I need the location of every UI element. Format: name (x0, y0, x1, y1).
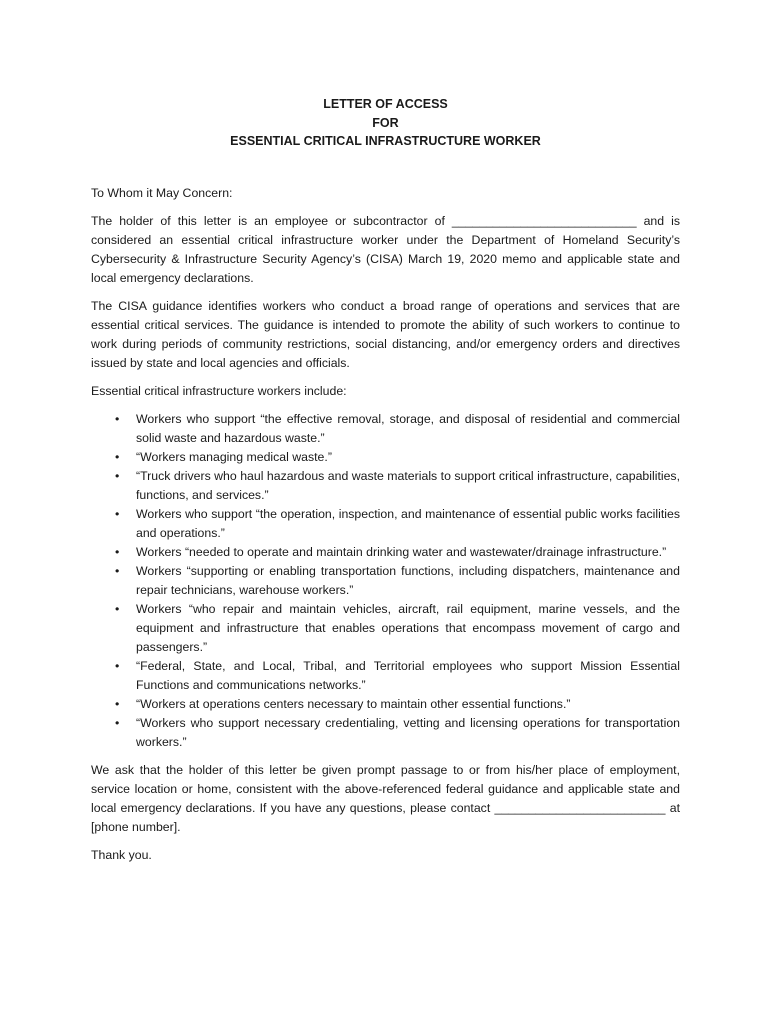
paragraph-cisa-guidance: The CISA guidance identifies workers who conduct a broad range of operations and services that are essential critical services. The guidance is intended to promote the ability of such workers to continue to work during periods of community restrictions, social distancing, and/or emergency orders and directives issued by state and local agencies and officials. (91, 298, 680, 370)
title-line-3: ESSENTIAL CRITICAL INFRASTRUCTURE WORKER (230, 134, 541, 148)
bullet-icon: • (115, 601, 120, 616)
list-item (91, 410, 680, 448)
list-item-text: Workers “supporting or enabling transportation functions, including dispatchers, maintenance and repair technicians, warehouse workers.” (136, 563, 680, 597)
list-item-text: Workers who support “the effective removal, storage, and disposal of residential and commercial solid waste and hazardous waste.” (136, 411, 680, 445)
paragraph-employer: The holder of this letter is an employee or subcontractor of ___________________________ and is considered an essential critical infrastructure worker under the Department of Homeland Security’s Cybersecurity & Infrastructure Security Agency’s (CISA) March 19, 2020 memo and applicable state and local emergency declarations. (91, 213, 680, 285)
list-item-text: “Truck drivers who haul hazardous and waste materials to support critical infrastructure, capabilities, functions, and services.” (136, 468, 680, 502)
list-item (91, 600, 680, 657)
list-item (91, 562, 680, 600)
bullet-icon: • (115, 544, 120, 559)
bullet-icon: • (115, 658, 120, 673)
letter-page (91, 95, 680, 865)
bullet-icon: • (115, 506, 120, 521)
list-item-text: “Workers at operations centers necessary to maintain other essential functions.” (136, 696, 571, 711)
list-item (91, 467, 680, 505)
list-item-text: “Workers managing medical waste.” (136, 449, 332, 464)
list-item-text: Workers who support “the operation, inspection, and maintenance of essential public works facilities and operations.” (136, 506, 680, 540)
bullet-icon: • (115, 696, 120, 711)
list-item (91, 448, 680, 467)
letter-title (91, 95, 680, 151)
bullet-icon: • (115, 449, 120, 464)
title-line-2: FOR (372, 115, 399, 130)
bullet-icon: • (115, 468, 120, 483)
list-item-text: Workers “who repair and maintain vehicles, aircraft, rail equipment, marine vessels, and the equipment and infrastructure that enables operations that encompass movement of cargo and passengers.” (136, 601, 680, 654)
list-item (91, 695, 680, 714)
list-item (91, 714, 680, 752)
bullet-icon: • (115, 715, 120, 730)
paragraph-list-intro: Essential critical infrastructure workers include: (91, 383, 347, 398)
paragraph-request: We ask that the holder of this letter be given prompt passage to or from his/her place of employment, service location or home, consistent with the above-referenced federal guidance and applicable state and local emergency declarations. If you have any questions, please contact _________________________ at [phone number]. (91, 762, 680, 834)
list-item (91, 543, 680, 562)
list-item (91, 657, 680, 695)
list-item-text: Workers “needed to operate and maintain drinking water and wastewater/drainage infrastructure.” (136, 544, 667, 559)
title-line-1: LETTER OF ACCESS (323, 97, 448, 111)
list-item-text: “Federal, State, and Local, Tribal, and Territorial employees who support Mission Essential Functions and communications networks.” (136, 658, 680, 692)
essential-workers-list (91, 410, 680, 752)
bullet-icon: • (115, 411, 120, 426)
bullet-icon: • (115, 563, 120, 578)
list-item-text: “Workers who support necessary credentialing, vetting and licensing operations for transportation workers.” (136, 715, 680, 749)
greeting: To Whom it May Concern: (91, 185, 233, 200)
list-item (91, 505, 680, 543)
closing: Thank you. (91, 847, 152, 862)
